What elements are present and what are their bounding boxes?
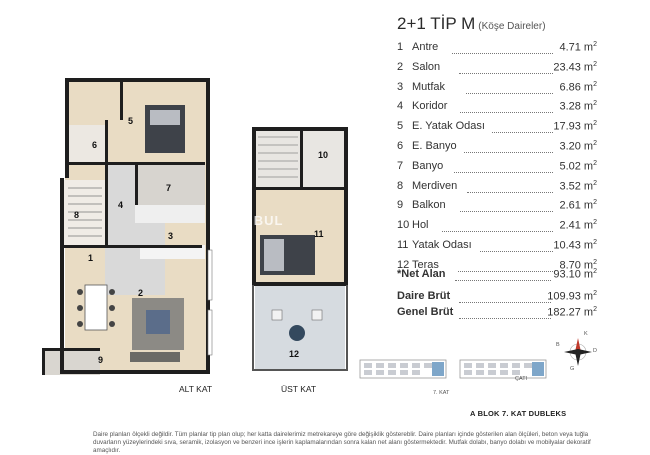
key-plan-cati	[458, 352, 548, 397]
room-area: 17.93 $m^2$	[553, 120, 597, 133]
room-row	[397, 236, 597, 256]
room-row	[397, 157, 597, 177]
room-area: 8.70 $m^2$	[559, 258, 597, 272]
room-name: Hol	[412, 219, 429, 232]
key-plan-left-label: 7. KAT	[433, 390, 450, 396]
block-label: A BLOK 7. KAT DUBLEKS	[470, 409, 567, 418]
room-area: 2.41 $m^2$	[559, 219, 597, 232]
room-number: 10	[318, 150, 329, 160]
room-row	[397, 38, 597, 58]
footnote-text: Daire planları ölçekli değildir. Tüm planlar tip plan olup; her katta dairelerimiz metrekareye göre değişiklik göstereblir. Daire planları içinde gösterilen alan ölçüleri, beton veya tuğla duvarların yüzeylerindeki sıva, seramik, izolasyon ve benzeri ince işlerin kaplamalarından sonra kalan net alanı göstermektedir. Mutfak dolabı, banyo dolabı ve mobilyalar dekoratif amaçlıdır.	[93, 431, 591, 454]
room-number: 5	[397, 120, 404, 133]
plan-subtitle: (Köşe Daireler)	[478, 21, 546, 32]
room-row	[397, 196, 597, 216]
room-area: 2.61 $m^2$	[559, 199, 597, 213]
room-name: Teras	[412, 258, 439, 271]
room-name: Yatak Odası	[412, 238, 472, 251]
plan-title: 2+1 TİP M (Köşe Daireler)	[397, 14, 546, 33]
room-area: 6.86 $m^2$	[559, 80, 597, 94]
room-area: 3.20 $m^2$	[559, 139, 597, 153]
room-row	[397, 117, 597, 137]
room-number: 3	[397, 80, 404, 93]
room-name: E. Banyo	[412, 139, 457, 152]
room-area: 10.43 $m^2$	[553, 238, 597, 252]
room-number: 6	[92, 140, 98, 150]
room-row	[397, 97, 597, 117]
room-name: Mutfak	[412, 80, 446, 93]
room-number: 1	[397, 41, 404, 53]
room-number: 4	[118, 200, 124, 210]
room-area: 3.52 $m^2$	[559, 179, 597, 193]
room-row	[397, 78, 597, 98]
room-number: 12	[397, 258, 410, 271]
room-number: 3	[168, 231, 174, 241]
genel-brut-row: Genel Brüt 182.27 $m^2$	[397, 306, 597, 319]
room-area: 4.71 $m^2$	[559, 41, 597, 54]
room-number: 8	[74, 210, 80, 220]
room-number: 9	[397, 199, 404, 212]
upper-floor-plan	[250, 125, 350, 375]
room-row	[397, 216, 597, 236]
compass-letter: K	[584, 331, 588, 337]
key-plan-right-label: ÇATI	[515, 376, 528, 382]
net-area-row: *Net Alan 93.10 $m^2$	[397, 268, 597, 281]
compass-letter: B	[556, 342, 560, 348]
room-number: 2	[138, 288, 144, 298]
room-number: 2	[397, 60, 404, 73]
room-row	[397, 177, 597, 197]
room-name: Merdiven	[412, 179, 458, 192]
room-number: 11	[314, 229, 324, 239]
upper-floor-label: ÜST KAT	[281, 384, 317, 394]
room-row	[397, 58, 597, 78]
room-name: E. Yatak Odası	[412, 120, 485, 133]
room-number: 7	[166, 183, 172, 193]
compass-letter: G	[570, 366, 575, 372]
room-row	[397, 137, 597, 157]
room-number: 1	[88, 253, 94, 263]
room-list	[397, 38, 597, 276]
lower-floor-label: ALT KAT	[179, 384, 213, 394]
room-number: 11	[397, 238, 409, 251]
compass-letter: D	[593, 348, 597, 354]
room-name: Salon	[412, 60, 441, 73]
room-number: 5	[128, 116, 134, 126]
room-name: Koridor	[412, 100, 448, 113]
room-number: 12	[289, 349, 300, 359]
daire-brut-row: Daire Brüt 109.93 $m^2$	[397, 290, 597, 303]
room-number: 9	[98, 355, 104, 365]
room-number: 10	[397, 219, 410, 232]
watermark-text: ANBUL	[233, 213, 284, 228]
room-name: Antre	[412, 41, 439, 53]
room-number: 8	[397, 179, 404, 192]
room-number: 6	[397, 139, 404, 152]
room-area: 3.28 $m^2$	[559, 100, 597, 114]
room-area: 5.02 $m^2$	[559, 159, 597, 173]
room-area: 23.43 $m^2$	[553, 60, 597, 74]
room-number: 4	[397, 100, 404, 113]
room-number: 7	[397, 159, 404, 172]
room-name: Balkon	[412, 199, 446, 212]
room-name: Banyo	[412, 159, 444, 172]
